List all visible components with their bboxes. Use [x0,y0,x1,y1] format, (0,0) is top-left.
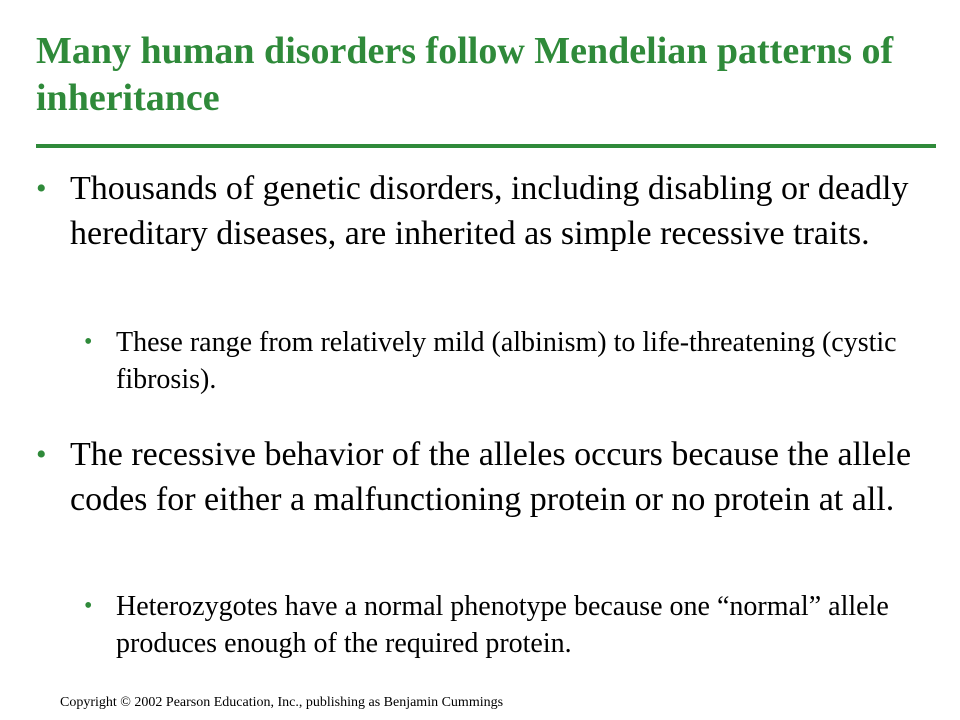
sub-bullet-item [84,324,934,398]
bullet-text: These range from relatively mild (albinism) to life-threatening (cystic fibrosis). [116,327,897,395]
bullet-item [36,432,936,522]
bullet-dot-icon: • [84,593,93,619]
title-divider [36,144,936,148]
sub-bullet-item [84,588,934,662]
bullet-item [36,166,936,256]
bullet-dot-icon: • [84,329,93,355]
copyright-footer: Copyright © 2002 Pearson Education, Inc., publishing as Benjamin Cummings [60,695,504,710]
bullet-text: Thousands of genetic disorders, including disabling or deadly hereditary diseases, are inherited as simple recessive traits. [70,170,909,252]
bullet-dot-icon: • [36,172,47,205]
bullet-text: Heterozygotes have a normal phenotype because one “normal” allele produces enough of the required protein. [116,591,889,659]
slide-title: Many human disorders follow Mendelian patterns of inheritance [36,30,894,119]
bullet-dot-icon: • [36,438,47,471]
bullet-text: The recessive behavior of the alleles occurs because the allele codes for either a malfunctioning protein or no protein at all. [70,436,912,518]
